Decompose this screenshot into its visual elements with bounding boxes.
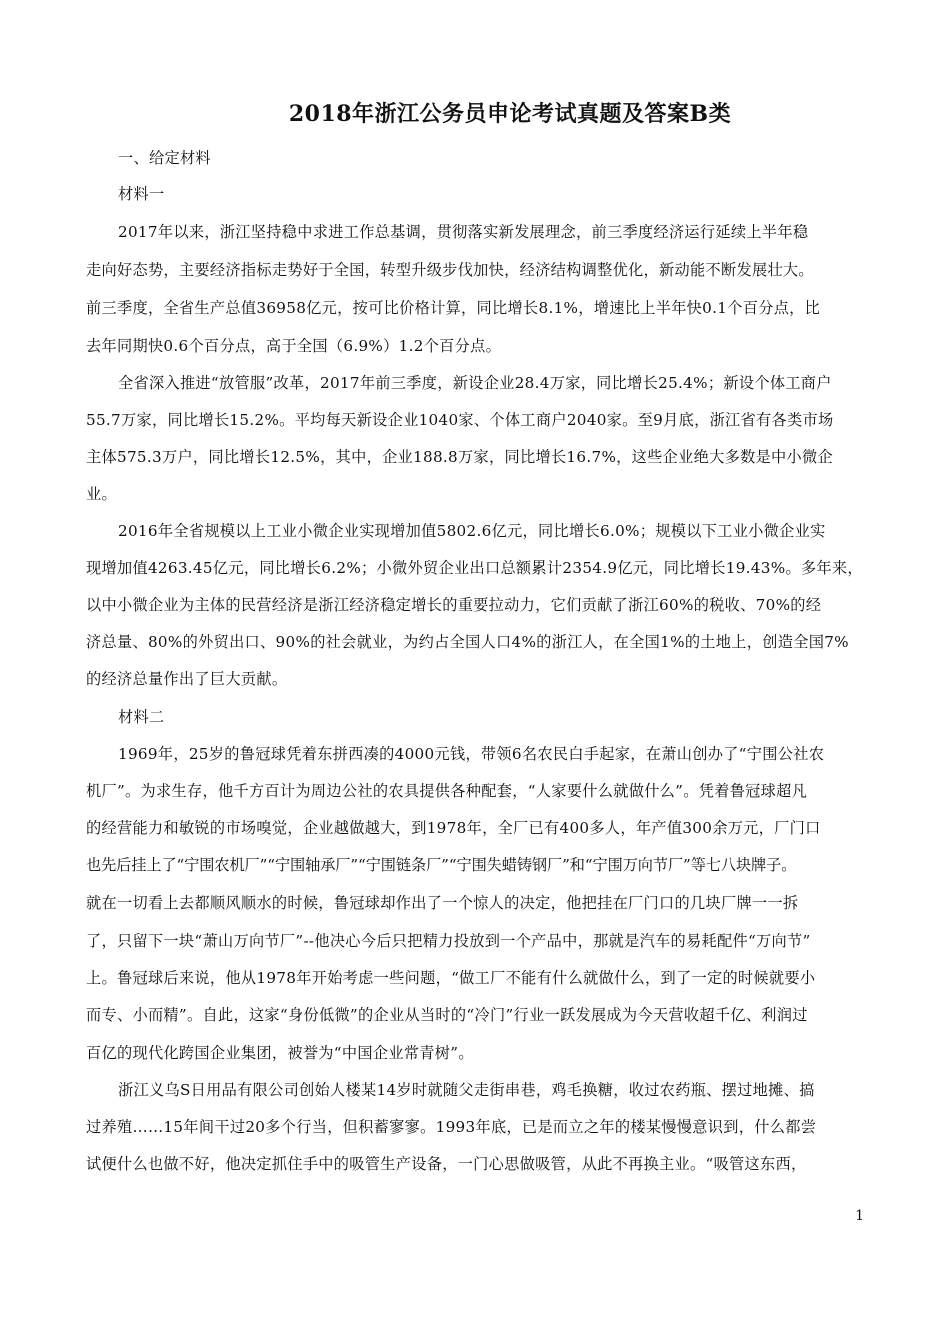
- paragraph-line: 了，只留下一块“萧山万向节厂”--他决心今后只把精力投放到一个产品中，那就是汽车的易耗配件“万向节”: [86, 932, 811, 950]
- paragraph-line: 济总量、80%的外贸出口、90%的社会就业，为约占全国人口4%的浙江人，在全国1%的土地上，创造全国7%: [86, 633, 849, 651]
- paragraph-line: 百亿的现代化跨国企业集团，被誉为“中国企业常青树”。: [86, 1044, 474, 1062]
- paragraph-line: 2017年以来，浙江坚持稳中求进工作总基调，贯彻落实新发展理念，前三季度经济运行延续上半年稳: [118, 223, 809, 241]
- paragraph-line: 以中小微企业为主体的民营经济是浙江经济稳定增长的重要拉动力，它们贡献了浙江60%的税收、70%的经: [86, 596, 822, 614]
- material-heading: 材料二: [118, 708, 165, 726]
- paragraph-line: 2016年全省规模以上工业小微企业实现增加值5802.6亿元，同比增长6.0%；规模以下工业小微企业实: [118, 522, 826, 540]
- paragraph-line: 过养殖……15年间干过20多个行当，但积蓄寥寥。1993年底，已是而立之年的楼某慢慢意识到，什么都尝: [86, 1118, 817, 1136]
- paragraph-line: 现增加值4263.45亿元，同比增长6.2%；小微外贸企业出口总额累计2354.9亿元，同比增长19.43%。多年来，: [86, 559, 863, 577]
- paragraph-line: 而专、小而精”。自此，这家“身份低微”的企业从当时的“冷门”行业一跃发展成为今天营收超千亿、利润过: [86, 1006, 808, 1024]
- paragraph-line: 也先后挂上了“宁围农机厂”“宁围轴承厂”“宁围链条厂”“宁围失蜡铸钢厂”和“宁围万向节厂”等七八块牌子。: [86, 856, 797, 874]
- paragraph-line: 1969年，25岁的鲁冠球凭着东拼西凑的4000元钱，带领6名农民白手起家，在萧山创办了“宁围公社农: [118, 745, 825, 763]
- material-heading: 材料一: [118, 185, 165, 203]
- paragraph-line: 全省深入推进“放管服”改革，2017年前三季度，新设企业28.4万家，同比增长25.4%；新设个体工商户: [118, 374, 832, 392]
- paragraph-line: 浙江义乌S日用品有限公司创始人楼某14岁时就随父走街串巷，鸡毛换糖，收过农药瓶、摆过地摊、搞: [118, 1081, 815, 1099]
- section-heading: 一、给定材料: [118, 149, 211, 167]
- paragraph-line: 试便什么也做不好，他决定抓住手中的吸管生产设备，一门心思做吸管，从此不再换主业。“吸管这东西，: [86, 1155, 807, 1173]
- paragraph-line: 机厂”。为求生存，他千方百计为周边公社的农具提供各种配套，“人家要什么就做什么”。凭着鲁冠球超凡: [86, 782, 808, 800]
- paragraph-line: 的经营能力和敏锐的市场嗅觉，企业越做越大，到1978年，全厂已有400多人，年产值300余万元，厂门口: [86, 819, 821, 837]
- paragraph-line: 上。鲁冠球后来说，他从1978年开始考虑一些问题，“做工厂不能有什么就做什么，到了一定的时候就要小: [86, 969, 816, 987]
- paragraph-line: 业。: [86, 485, 117, 503]
- paragraph-line: 前三季度，全省生产总值36958亿元，按可比价格计算，同比增长8.1%，增速比上半年快0.1个百分点，比: [86, 299, 821, 317]
- paragraph-line: 55.7万家，同比增长15.2%。平均每天新设企业1040家、个体工商户2040家。至9月底，浙江省有各类市场: [86, 411, 834, 429]
- page-number: 1: [855, 1208, 864, 1224]
- paragraph-line: 的经济总量作出了巨大贡献。: [86, 670, 288, 688]
- document-title: 2018年浙江公务员申论考试真题及答案B类: [288, 101, 732, 127]
- paragraph-line: 去年同期快0.6个百分点，高于全国（6.9%）1.2个百分点。: [86, 337, 502, 355]
- paragraph-line: 主体575.3万户，同比增长12.5%，其中，企业188.8万家，同比增长16.7%，这些企业绝大多数是中小微企: [86, 448, 834, 466]
- paragraph-line: 走向好态势，主要经济指标走势好于全国，转型升级步伐加快，经济结构调整优化，新动能不断发展壮大。: [86, 261, 814, 279]
- paragraph-line: 就在一切看上去都顺风顺水的时候，鲁冠球却作出了一个惊人的决定，他把挂在厂门口的几块厂牌一一拆: [86, 894, 799, 912]
